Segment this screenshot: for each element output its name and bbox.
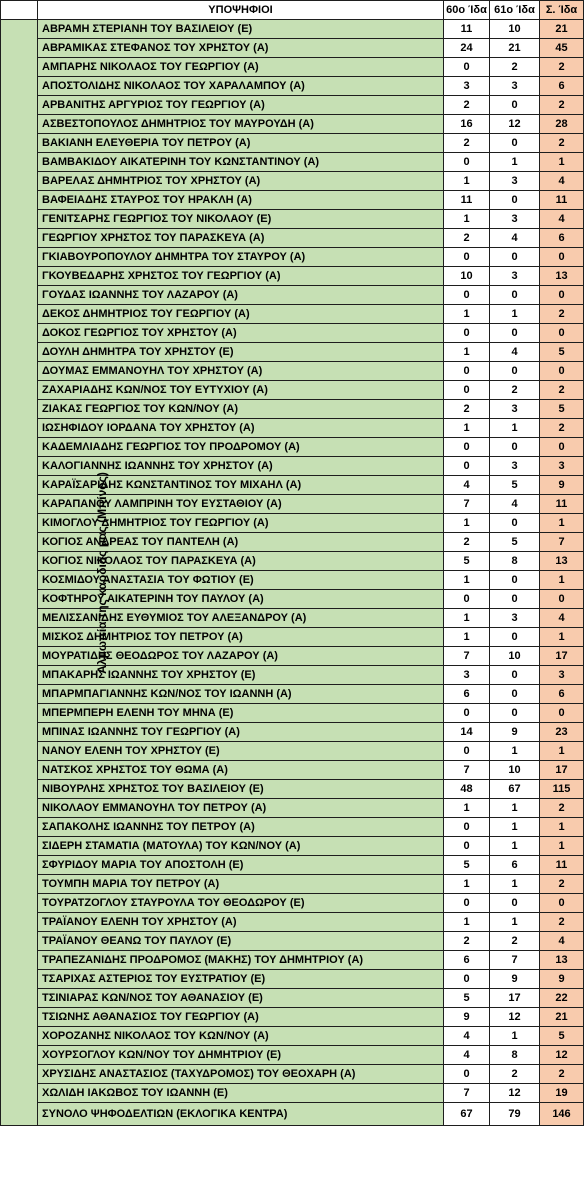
votes-61: 2: [490, 58, 540, 77]
votes-sum: 19: [540, 1084, 584, 1103]
candidate-name: ΧΡΥΣΙΔΗΣ ΑΝΑΣΤΑΣΙΟΣ (ΤΑΧΥΔΡΟΜΟΣ) ΤΟΥ ΘΕΟΧΑΡΗ (Α): [38, 1065, 444, 1084]
votes-60: 0: [444, 362, 490, 381]
candidate-name: ΣΦΥΡΙΔΟΥ ΜΑΡΙΑ ΤΟΥ ΑΠΟΣΤΟΛΗ (Ε): [38, 856, 444, 875]
table-row: [1, 685, 584, 704]
votes-sum: 2: [540, 875, 584, 894]
votes-61: 1: [490, 913, 540, 932]
candidate-name: ΒΑΦΕΙΑΔΗΣ ΣΤΑΥΡΟΣ ΤΟΥ ΗΡΑΚΛΗ (Α): [38, 191, 444, 210]
table-row: [1, 970, 584, 989]
votes-sum: 0: [540, 362, 584, 381]
votes-60: 0: [444, 894, 490, 913]
votes-sum: 2: [540, 1065, 584, 1084]
votes-sum: 22: [540, 989, 584, 1008]
votes-60: 1: [444, 210, 490, 229]
votes-60: 0: [444, 248, 490, 267]
votes-sum: 23: [540, 723, 584, 742]
votes-60: 0: [444, 818, 490, 837]
table-row: [1, 191, 584, 210]
votes-sum: 5: [540, 343, 584, 362]
candidate-name: ΚΟΣΜΙΔΟΥ ΑΝΑΣΤΑΣΙΑ ΤΟΥ ΦΩΤΙΟΥ (Ε): [38, 571, 444, 590]
table-row: [1, 666, 584, 685]
candidate-name: ΚΟΓΙΟΣ ΝΙΚΟΛΑΟΣ ΤΟΥ ΠΑΡΑΣΚΕΥΑ (Α): [38, 552, 444, 571]
votes-61: 21: [490, 39, 540, 58]
table-row: [1, 457, 584, 476]
candidate-name: ΑΣΒΕΣΤΟΠΟΥΛΟΣ ΔΗΜΗΤΡΙΟΣ ΤΟΥ ΜΑΥΡΟΥΔΗ (Α): [38, 115, 444, 134]
votes-61: 1: [490, 419, 540, 438]
votes-sum: 21: [540, 1008, 584, 1027]
results-table-body: [1, 1, 584, 1126]
votes-61: 1: [490, 742, 540, 761]
votes-sum: 0: [540, 286, 584, 305]
votes-sum: 13: [540, 951, 584, 970]
votes-61: 8: [490, 552, 540, 571]
votes-61: 10: [490, 761, 540, 780]
candidate-name: ΓΚΙΑΒΟΥΡΟΠΟΥΛΟΥ ΔΗΜΗΤΡΑ ΤΟΥ ΣΤΑΥΡΟΥ (Α): [38, 248, 444, 267]
table-row: [1, 1084, 584, 1103]
candidate-name: ΓΕΩΡΓΙΟΥ ΧΡΗΣΤΟΣ ΤΟΥ ΠΑΡΑΣΚΕΥΑ (Α): [38, 229, 444, 248]
table-row: [1, 267, 584, 286]
votes-60: 1: [444, 799, 490, 818]
votes-60: 16: [444, 115, 490, 134]
table-row: [1, 533, 584, 552]
table-row: [1, 1046, 584, 1065]
votes-60: 1: [444, 419, 490, 438]
table-row: [1, 590, 584, 609]
votes-60: 0: [444, 58, 490, 77]
candidate-name: ΑΒΡΑΜΗ ΣΤΕΡΙΑΝΗ ΤΟΥ ΒΑΣΙΛΕΙΟΥ (Ε): [38, 20, 444, 39]
candidate-name: ΚΑΔΕΜΛΙΑΔΗΣ ΓΕΩΡΓΙΟΣ ΤΟΥ ΠΡΟΔΡΟΜΟΥ (Α): [38, 438, 444, 457]
table-row: [1, 248, 584, 267]
candidate-name: ΤΟΥΡΑΤΖΟΓΛΟΥ ΣΤΑΥΡΟΥΛΑ ΤΟΥ ΘΕΟΔΩΡΟΥ (Ε): [38, 894, 444, 913]
votes-60: 1: [444, 913, 490, 932]
candidate-name: ΝΑΤΣΚΟΣ ΧΡΗΣΤΟΣ ΤΟΥ ΘΩΜΑ (Α): [38, 761, 444, 780]
votes-sum: 4: [540, 932, 584, 951]
table-row: [1, 628, 584, 647]
votes-60: 7: [444, 647, 490, 666]
votes-sum: 0: [540, 324, 584, 343]
votes-61: 0: [490, 590, 540, 609]
candidate-name: ΣΙΔΕΡΗ ΣΤΑΜΑΤΙΑ (ΜΑΤΟΥΛΑ) ΤΟΥ ΚΩΝ/ΝΟΥ (Α): [38, 837, 444, 856]
candidate-name: ΝΙΒΟΥΡΛΗΣ ΧΡΗΣΤΟΣ ΤΟΥ ΒΑΣΙΛΕΙΟΥ (Ε): [38, 780, 444, 799]
table-row: [1, 229, 584, 248]
votes-sum: 0: [540, 438, 584, 457]
votes-61: 12: [490, 1084, 540, 1103]
votes-sum: 4: [540, 210, 584, 229]
votes-61: 4: [490, 495, 540, 514]
votes-60: 0: [444, 704, 490, 723]
candidate-name: ΝΙΚΟΛΑΟΥ ΕΜΜΑΝΟΥΗΛ ΤΟΥ ΠΕΤΡΟΥ (Α): [38, 799, 444, 818]
table-row: [1, 799, 584, 818]
votes-61: 0: [490, 685, 540, 704]
votes-sum: 28: [540, 115, 584, 134]
table-row: [1, 343, 584, 362]
votes-sum: 9: [540, 476, 584, 495]
votes-61: 67: [490, 780, 540, 799]
votes-sum: 17: [540, 647, 584, 666]
table-row: [1, 780, 584, 799]
total-label: ΣΥΝΟΛΟ ΨΗΦΟΔΕΛΤΙΩΝ (ΕΚΛΟΓΙΚΑ ΚΕΝΤΡΑ): [38, 1103, 444, 1126]
votes-61: 3: [490, 77, 540, 96]
votes-sum: 7: [540, 533, 584, 552]
votes-60: 5: [444, 989, 490, 1008]
votes-sum: 2: [540, 58, 584, 77]
votes-61: 3: [490, 457, 540, 476]
candidate-name: ΜΠΑΡΜΠΑΓΙΑΝΝΗΣ ΚΩΝ/ΝΟΣ ΤΟΥ ΙΩΑΝΝΗ (Α): [38, 685, 444, 704]
votes-60: 11: [444, 191, 490, 210]
header-col2: 61ο Ίδα: [490, 1, 540, 20]
candidate-name: ΚΑΡΑΠΑΝΟΥ ΛΑΜΠΡΙΝΗ ΤΟΥ ΕΥΣΤΑΘΙΟΥ (Α): [38, 495, 444, 514]
candidate-name: ΓΚΟΥΒΕΔΑΡΗΣ ΧΡΗΣΤΟΣ ΤΟΥ ΓΕΩΡΓΙΟΥ (Α): [38, 267, 444, 286]
votes-61: 1: [490, 837, 540, 856]
votes-60: 7: [444, 761, 490, 780]
table-row: [1, 362, 584, 381]
votes-60: 0: [444, 1065, 490, 1084]
table-row: [1, 419, 584, 438]
table-row: [1, 210, 584, 229]
total-61: 79: [490, 1103, 540, 1126]
table-row: [1, 761, 584, 780]
votes-sum: 2: [540, 419, 584, 438]
votes-60: 0: [444, 457, 490, 476]
table-row: [1, 742, 584, 761]
votes-61: 1: [490, 799, 540, 818]
votes-61: 1: [490, 875, 540, 894]
votes-60: 1: [444, 571, 490, 590]
candidate-name: ΑΒΡΑΜΙΚΑΣ ΣΤΕΦΑΝΟΣ ΤΟΥ ΧΡΗΣΤΟΥ (Α): [38, 39, 444, 58]
candidate-name: ΚΑΡΑΪΣΑΡΙΔΗΣ ΚΩΝΣΤΑΝΤΙΝΟΣ ΤΟΥ ΜΙΧΑΗΛ (Α): [38, 476, 444, 495]
votes-sum: 45: [540, 39, 584, 58]
votes-sum: 1: [540, 742, 584, 761]
votes-sum: 11: [540, 191, 584, 210]
candidate-name: ΙΩΣΗΦΙΔΟΥ ΙΟΡΔΑΝΑ ΤΟΥ ΧΡΗΣΤΟΥ (Α): [38, 419, 444, 438]
votes-sum: 1: [540, 514, 584, 533]
candidate-name: ΤΡΑΠΕΖΑΝΙΔΗΣ ΠΡΟΔΡΟΜΟΣ (ΜΑΚΗΣ) ΤΟΥ ΔΗΜΗΤΡΙΟΥ (Α): [38, 951, 444, 970]
votes-61: 5: [490, 533, 540, 552]
table-row: [1, 1008, 584, 1027]
votes-60: 1: [444, 514, 490, 533]
votes-sum: 13: [540, 552, 584, 571]
votes-61: 5: [490, 476, 540, 495]
votes-sum: 21: [540, 20, 584, 39]
votes-sum: 13: [540, 267, 584, 286]
votes-60: 5: [444, 856, 490, 875]
votes-60: 1: [444, 875, 490, 894]
votes-sum: 1: [540, 837, 584, 856]
table-row: [1, 1065, 584, 1084]
table-row: [1, 476, 584, 495]
votes-61: 0: [490, 704, 540, 723]
table-row: [1, 932, 584, 951]
votes-60: 4: [444, 1027, 490, 1046]
candidate-name: ΚΟΦΤΗΡΟΥ ΑΙΚΑΤΕΡΙΝΗ ΤΟΥ ΠΑΥΛΟΥ (Α): [38, 590, 444, 609]
votes-61: 0: [490, 894, 540, 913]
candidate-name: ΒΑΡΕΛΑΣ ΔΗΜΗΤΡΙΟΣ ΤΟΥ ΧΡΗΣΤΟΥ (Α): [38, 172, 444, 191]
candidate-name: ΒΑΚΙΑΝΗ ΕΛΕΥΘΕΡΙΑ ΤΟΥ ΠΕΤΡΟΥ (Α): [38, 134, 444, 153]
header-candidates: ΥΠΟΨΗΦΙΟΙ: [38, 1, 444, 20]
votes-60: 0: [444, 286, 490, 305]
candidate-name: ΔΟΥΜΑΣ ΕΜΜΑΝΟΥΗΛ ΤΟΥ ΧΡΗΣΤΟΥ (Α): [38, 362, 444, 381]
votes-61: 0: [490, 571, 540, 590]
candidate-name: ΔΟΚΟΣ ΓΕΩΡΓΙΟΣ ΤΟΥ ΧΡΗΣΤΟΥ (Α): [38, 324, 444, 343]
votes-sum: 12: [540, 1046, 584, 1065]
votes-60: 1: [444, 305, 490, 324]
candidate-name: ΣΑΠΑΚΟΛΗΣ ΙΩΑΝΝΗΣ ΤΟΥ ΠΕΤΡΟΥ (Α): [38, 818, 444, 837]
votes-sum: 2: [540, 381, 584, 400]
candidate-name: ΤΣΑΡΙΧΑΣ ΑΣΤΕΡΙΟΣ ΤΟΥ ΕΥΣΤΡΑΤΙΟΥ (Ε): [38, 970, 444, 989]
votes-61: 7: [490, 951, 540, 970]
candidate-name: ΚΙΜΟΓΛΟΥ ΔΗΜΗΤΡΙΟΣ ΤΟΥ ΓΕΩΡΓΙΟΥ (Α): [38, 514, 444, 533]
votes-sum: 9: [540, 970, 584, 989]
votes-60: 0: [444, 742, 490, 761]
candidate-name: ΔΕΚΟΣ ΔΗΜΗΤΡΙΟΣ ΤΟΥ ΓΕΩΡΓΙΟΥ (Α): [38, 305, 444, 324]
votes-sum: 3: [540, 666, 584, 685]
votes-60: 0: [444, 153, 490, 172]
table-row: [1, 1027, 584, 1046]
table-row: [1, 875, 584, 894]
table-row: [1, 989, 584, 1008]
votes-61: 1: [490, 818, 540, 837]
votes-sum: 1: [540, 628, 584, 647]
votes-60: 0: [444, 837, 490, 856]
votes-sum: 1: [540, 571, 584, 590]
table-row: [1, 856, 584, 875]
votes-61: 0: [490, 438, 540, 457]
table-row: [1, 305, 584, 324]
votes-60: 0: [444, 438, 490, 457]
votes-60: 1: [444, 609, 490, 628]
votes-sum: 1: [540, 818, 584, 837]
table-row: [1, 837, 584, 856]
votes-sum: 6: [540, 229, 584, 248]
votes-60: 48: [444, 780, 490, 799]
total-sum: 146: [540, 1103, 584, 1126]
table-row: [1, 172, 584, 191]
votes-60: 0: [444, 590, 490, 609]
table-row: [1, 381, 584, 400]
votes-61: 0: [490, 286, 540, 305]
table-row: [1, 514, 584, 533]
header-col3: Σ. Ίδα: [540, 1, 584, 20]
candidate-name: ΑΜΠΑΡΗΣ ΝΙΚΟΛΑΟΣ ΤΟΥ ΓΕΩΡΓΙΟΥ (Α): [38, 58, 444, 77]
table-row: [1, 495, 584, 514]
votes-61: 8: [490, 1046, 540, 1065]
votes-60: 6: [444, 685, 490, 704]
candidate-name: ΔΟΥΛΗ ΔΗΜΗΤΡΑ ΤΟΥ ΧΡΗΣΤΟΥ (Ε): [38, 343, 444, 362]
candidate-name: ΤΣΙΝΙΑΡΑΣ ΚΩΝ/ΝΟΣ ΤΟΥ ΑΘΑΝΑΣΙΟΥ (Ε): [38, 989, 444, 1008]
votes-60: 6: [444, 951, 490, 970]
votes-sum: 6: [540, 685, 584, 704]
votes-61: 2: [490, 932, 540, 951]
table-row: [1, 324, 584, 343]
votes-61: 2: [490, 381, 540, 400]
header-row: [1, 1, 584, 20]
votes-sum: 5: [540, 400, 584, 419]
votes-60: 11: [444, 20, 490, 39]
candidate-name: ΖΑΧΑΡΙΑΔΗΣ ΚΩΝ/ΝΟΣ ΤΟΥ ΕΥΤΥΧΙΟΥ (Α): [38, 381, 444, 400]
table-row: [1, 818, 584, 837]
votes-61: 3: [490, 210, 540, 229]
votes-sum: 2: [540, 799, 584, 818]
table-row: [1, 286, 584, 305]
candidate-name: ΒΑΜΒΑΚΙΔΟΥ ΑΙΚΑΤΕΡΙΝΗ ΤΟΥ ΚΩΝΣΤΑΝΤΙΝΟΥ (Α): [38, 153, 444, 172]
candidate-name: ΜΠΙΝΑΣ ΙΩΑΝΝΗΣ ΤΟΥ ΓΕΩΡΓΙΟΥ (Α): [38, 723, 444, 742]
candidate-name: ΝΑΝΟΥ ΕΛΕΝΗ ΤΟΥ ΧΡΗΣΤΟΥ (Ε): [38, 742, 444, 761]
votes-sum: 2: [540, 96, 584, 115]
candidate-name: ΜΕΛΙΣΣΑΝΙΔΗΣ ΕΥΘΥΜΙΟΣ ΤΟΥ ΑΛΕΞΑΝΔΡΟΥ (Α): [38, 609, 444, 628]
party-label-cell: [1, 20, 109, 1126]
votes-60: 24: [444, 39, 490, 58]
votes-sum: 2: [540, 305, 584, 324]
votes-60: 2: [444, 134, 490, 153]
votes-60: 3: [444, 77, 490, 96]
votes-61: 3: [490, 609, 540, 628]
votes-60: 2: [444, 229, 490, 248]
votes-61: 10: [490, 20, 540, 39]
candidate-name: ΧΩΛΙΔΗ ΙΑΚΩΒΟΣ ΤΟΥ ΙΩΑΝΝΗ (Ε): [38, 1084, 444, 1103]
table-row: [1, 647, 584, 666]
candidate-name: ΤΡΑΪΑΝΟΥ ΘΕΑΝΩ ΤΟΥ ΠΑΥΛΟΥ (Ε): [38, 932, 444, 951]
table-row: [1, 552, 584, 571]
votes-61: 10: [490, 647, 540, 666]
candidate-name: ΓΟΥΔΑΣ ΙΩΑΝΝΗΣ ΤΟΥ ΛΑΖΑΡΟΥ (Α): [38, 286, 444, 305]
table-row: [1, 134, 584, 153]
votes-sum: 0: [540, 704, 584, 723]
votes-60: 5: [444, 552, 490, 571]
table-row: [1, 58, 584, 77]
votes-61: 3: [490, 172, 540, 191]
votes-61: 6: [490, 856, 540, 875]
candidate-name: ΑΡΒΑΝΙΤΗΣ ΑΡΓΥΡΙΟΣ ΤΟΥ ΓΕΩΡΓΙΟΥ (Α): [38, 96, 444, 115]
votes-sum: 4: [540, 609, 584, 628]
table-row: [1, 704, 584, 723]
votes-61: 4: [490, 343, 540, 362]
votes-60: 4: [444, 1046, 490, 1065]
candidate-name: ΤΣΙΩΝΗΣ ΑΘΑΝΑΣΙΟΣ ΤΟΥ ΓΕΩΡΓΙΟΥ (Α): [38, 1008, 444, 1027]
votes-61: 0: [490, 324, 540, 343]
candidate-name: ΑΠΟΣΤΟΛΙΔΗΣ ΝΙΚΟΛΑΟΣ ΤΟΥ ΧΑΡΑΛΑΜΠΟΥ (Α): [38, 77, 444, 96]
candidate-name: ΤΡΑΪΑΝΟΥ ΕΛΕΝΗ ΤΟΥ ΧΡΗΣΤΟΥ (Α): [38, 913, 444, 932]
candidate-name: ΧΟΥΡΣΟΓΛΟΥ ΚΩΝ/ΝΟΥ ΤΟΥ ΔΗΜΗΤΡΙΟΥ (Ε): [38, 1046, 444, 1065]
votes-61: 0: [490, 514, 540, 533]
total-row: [1, 1103, 584, 1126]
candidate-name: ΚΟΓΙΟΣ ΑΝΔΡΕΑΣ ΤΟΥ ΠΑΝΤΕΛΗ (Α): [38, 533, 444, 552]
votes-sum: 3: [540, 457, 584, 476]
votes-61: 0: [490, 248, 540, 267]
candidate-name: ΧΟΡΟΖΑΝΗΣ ΝΙΚΟΛΑΟΣ ΤΟΥ ΚΩΝ/ΝΟΥ (Α): [38, 1027, 444, 1046]
votes-60: 2: [444, 96, 490, 115]
candidate-name: ΓΕΝΙΤΣΑΡΗΣ ΓΕΩΡΓΙΟΣ ΤΟΥ ΝΙΚΟΛΑΟΥ (Ε): [38, 210, 444, 229]
header-blank-cell: [1, 1, 38, 20]
table-row: [1, 723, 584, 742]
candidate-name: ΜΠΑΚΑΡΗΣ ΙΩΑΝΝΗΣ ΤΟΥ ΧΡΗΣΤΟΥ (Ε): [38, 666, 444, 685]
votes-60: 2: [444, 400, 490, 419]
table-row: [1, 96, 584, 115]
votes-60: 14: [444, 723, 490, 742]
table-row: [1, 115, 584, 134]
votes-sum: 1: [540, 153, 584, 172]
votes-61: 1: [490, 305, 540, 324]
total-60: 67: [444, 1103, 490, 1126]
votes-61: 0: [490, 191, 540, 210]
votes-61: 4: [490, 229, 540, 248]
votes-61: 0: [490, 628, 540, 647]
votes-61: 9: [490, 970, 540, 989]
candidate-name: ΜΠΕΡΜΠΕΡΗ ΕΛΕΝΗ ΤΟΥ ΜΗΝΑ (Ε): [38, 704, 444, 723]
votes-60: 0: [444, 970, 490, 989]
table-row: [1, 571, 584, 590]
table-row: [1, 39, 584, 58]
votes-61: 3: [490, 400, 540, 419]
votes-61: 17: [490, 989, 540, 1008]
table-row: [1, 951, 584, 970]
votes-60: 10: [444, 267, 490, 286]
table-row: [1, 20, 584, 39]
votes-61: 12: [490, 1008, 540, 1027]
votes-sum: 11: [540, 856, 584, 875]
votes-sum: 0: [540, 894, 584, 913]
votes-sum: 6: [540, 77, 584, 96]
candidate-name: ΚΑΛΟΓΙΑΝΝΗΣ ΙΩΑΝΝΗΣ ΤΟΥ ΧΡΗΣΤΟΥ (Α): [38, 457, 444, 476]
votes-60: 7: [444, 495, 490, 514]
table-row: [1, 77, 584, 96]
votes-sum: 5: [540, 1027, 584, 1046]
votes-61: 9: [490, 723, 540, 742]
votes-sum: 17: [540, 761, 584, 780]
votes-sum: 0: [540, 248, 584, 267]
votes-60: 4: [444, 476, 490, 495]
candidate-name: ΜΙΣΚΟΣ ΔΗΜΗΤΡΙΟΣ ΤΟΥ ΠΕΤΡΟΥ (Α): [38, 628, 444, 647]
candidate-name: ΜΟΥΡΑΤΙΔΗΣ ΘΕΟΔΩΡΟΣ ΤΟΥ ΛΑΖΑΡΟΥ (Α): [38, 647, 444, 666]
table-row: [1, 400, 584, 419]
table-row: [1, 153, 584, 172]
votes-60: 0: [444, 381, 490, 400]
votes-60: 1: [444, 172, 490, 191]
votes-sum: 2: [540, 913, 584, 932]
votes-61: 1: [490, 153, 540, 172]
votes-61: 3: [490, 267, 540, 286]
votes-60: 1: [444, 628, 490, 647]
votes-60: 7: [444, 1084, 490, 1103]
table-row: [1, 894, 584, 913]
votes-sum: 0: [540, 590, 584, 609]
votes-61: 0: [490, 666, 540, 685]
votes-61: 0: [490, 362, 540, 381]
votes-61: 2: [490, 1065, 540, 1084]
votes-60: 3: [444, 666, 490, 685]
votes-60: 2: [444, 533, 490, 552]
votes-60: 9: [444, 1008, 490, 1027]
votes-60: 2: [444, 932, 490, 951]
votes-61: 0: [490, 134, 540, 153]
candidate-name: ΤΟΥΜΠΗ ΜΑΡΙΑ ΤΟΥ ΠΕΤΡΟΥ (Α): [38, 875, 444, 894]
votes-60: 0: [444, 324, 490, 343]
votes-61: 0: [490, 96, 540, 115]
table-row: [1, 609, 584, 628]
votes-sum: 2: [540, 134, 584, 153]
table-row: [1, 913, 584, 932]
votes-61: 1: [490, 1027, 540, 1046]
header-col1: 60ο Ίδα: [444, 1, 490, 20]
votes-sum: 4: [540, 172, 584, 191]
votes-sum: 11: [540, 495, 584, 514]
votes-sum: 115: [540, 780, 584, 799]
votes-61: 12: [490, 115, 540, 134]
table-row: [1, 438, 584, 457]
party-label: Αλμωπία της καρδιάς μας (Μπίνος): [94, 471, 109, 674]
votes-60: 1: [444, 343, 490, 362]
candidate-name: ΖΙΑΚΑΣ ΓΕΩΡΓΙΟΣ ΤΟΥ ΚΩΝ/ΝΟΥ (Α): [38, 400, 444, 419]
